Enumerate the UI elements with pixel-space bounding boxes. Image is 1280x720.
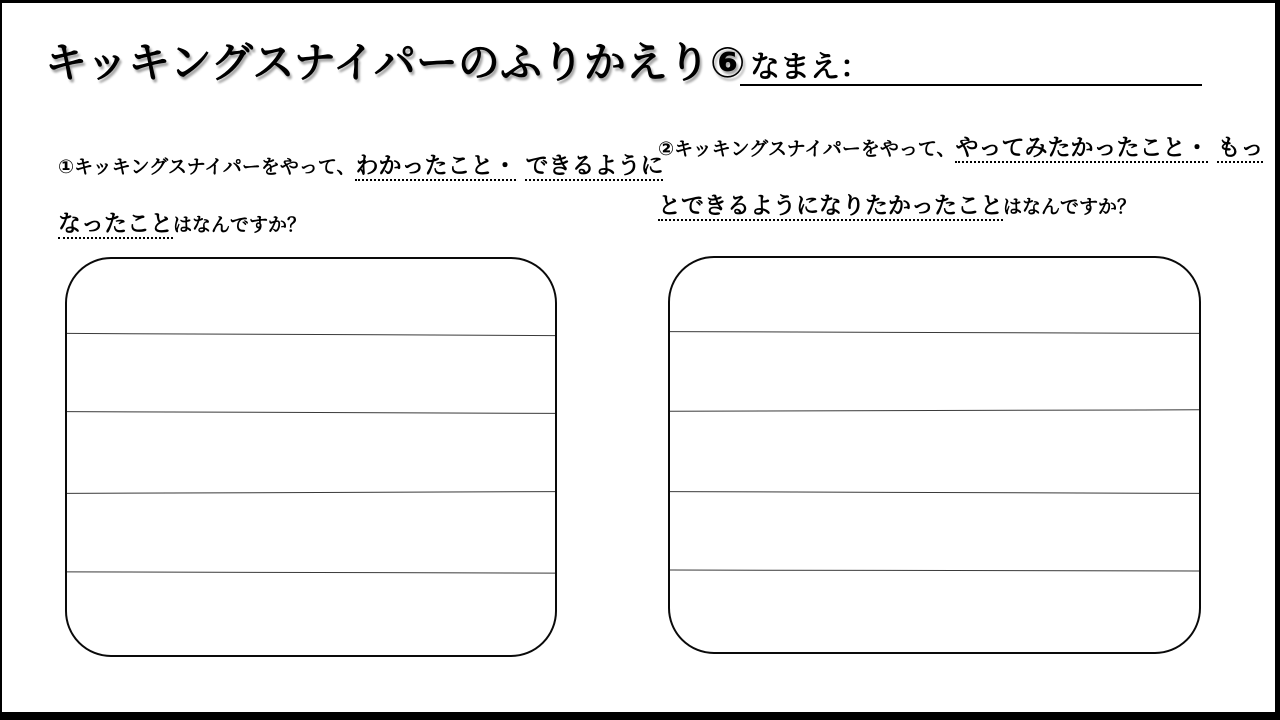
page-title: キッキングスナイパーのふりかえり⑥ [45, 39, 746, 86]
question-1-emphasis: できるように [525, 152, 663, 181]
screen-edge-right [1275, 0, 1280, 720]
question-1-text: はなんですか？ [173, 215, 307, 236]
question-2-emphasis: やってみたかったこと・ [955, 134, 1208, 163]
ruled-line [670, 331, 1199, 334]
question-2-text: はなんですか？ [1003, 197, 1137, 218]
ruled-line [670, 409, 1199, 411]
question-1-emphasis: なったこと [58, 210, 173, 239]
ruled-line [670, 570, 1199, 572]
question-1-emphasis: わかったこと・ [355, 152, 516, 181]
screen-edge-bottom [0, 712, 1280, 720]
question-1-line-1 [58, 148, 663, 206]
name-field[interactable] [740, 42, 1202, 86]
ruled-line [67, 333, 555, 336]
question-2-line-2 [658, 188, 1263, 246]
question-1-line-2 [58, 206, 663, 264]
answer-box-1[interactable] [65, 257, 557, 657]
ruled-line [670, 491, 1199, 494]
question-2-prompt [658, 130, 1263, 246]
ruled-line [67, 411, 555, 414]
ruled-line [67, 491, 555, 494]
question-2-emphasis: とできるようになりたかったこと [658, 192, 1003, 221]
question-1-text: ①キッキングスナイパーをやって、 [58, 157, 356, 178]
question-2-text: ②キッキングスナイパーをやって、 [658, 139, 956, 160]
ruled-line [67, 571, 555, 573]
name-label: なまえ： [750, 51, 870, 84]
screen-edge-left [0, 0, 2, 720]
screen-edge-top [0, 0, 1280, 3]
question-2-emphasis: もっ [1217, 134, 1263, 163]
question-1-prompt [58, 148, 663, 264]
answer-box-2[interactable] [668, 256, 1201, 654]
question-2-line-1 [658, 130, 1263, 188]
